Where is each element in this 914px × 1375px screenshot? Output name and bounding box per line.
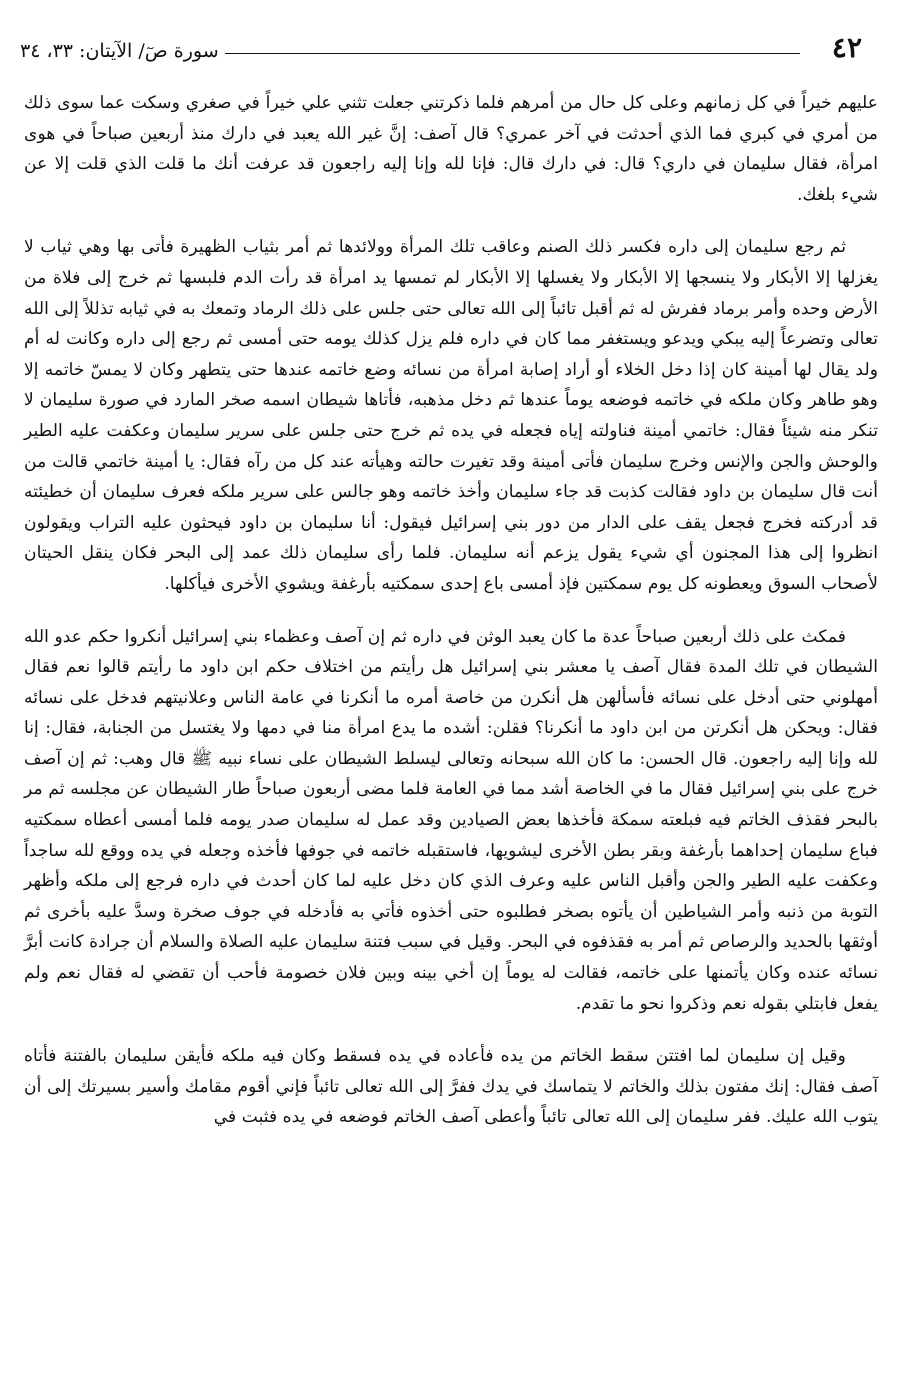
header-rule bbox=[225, 53, 800, 54]
paragraph: وقيل إن سليمان لما افتتن سقط الخاتم من يده فأعاده في يده فسقط وكان فيه ملكه فأيقن سليمان بالفتنة فأتاه آصف فقال: إنك مفتون بذلك والخاتم لا يتماسك في يدك ففرَّ إلى الله تعالى تائباً فإني أقوم مقامك وأسير بسيرتك إلى أن يتوب الله عليك. ففر سليمان إلى الله تعالى تائباً وأعطى آصف الخاتم فوضعه في يده فثبت في bbox=[24, 1046, 878, 1128]
page-number: ٤٢ bbox=[831, 31, 862, 64]
paragraph: فمكث على ذلك أربعين صباحاً عدة ما كان يعبد الوثن في داره ثم إن آصف وعظماء بني إسرائيل أنكروا حكم عدو الله الشيطان في تلك المدة فقال آصف يا معشر بني إسرائيل هل رأيتم من اختلاف حكم ابن داود ما رأيتم قالوا نعم فقال أمهلوني حتى أدخل على نسائه فأسألهن هل أنكرن من خاصة أمره ما أنكرنا في عامة الناس وعلانيتهم فدخل على نسائه فقال: ويحكن هل أنكرتن من ابن داود ما أنكرنا؟ فقلن: أشده ما يدع امرأة منا في دمها ولا يغتسل من الجنابة، فقال: إنا لله وإنا إليه راجعون. قال الحسن: ما كان الله سبحانه وتعالى ليسلط الشيطان على نساء نبيه ﷺ قال وهب: ثم إن آصف خرج على بني إسرائيل فقال ما في الخاصة أشد مما في العامة فلما مضى أربعون صباحاً طار الشيطان عن مجلسه ثم مر بالبحر فقذف الخاتم فيه فبلعته سمكة فأخذها بعض الصيادين وقد عمل له سليمان صدر يومه فلما أمسى أعطاه سمكتيه فباع سليمان إحداهما بأرغفة وبقر بطن الأخرى ليشويها، فاستقبله خاتمه في جوفها فأخذه وجعله في يده ووقع لله ساجداً وعكفت عليه الطير والجن وأقبل الناس عليه وعرف الذي كان دخل عليه لما كان أحدث في داره فرجع إلى ملكه وأظهر التوبة من ذنبه وأمر الشياطين أن يأتوه بصخر فطلبوه حتى أخذوه فأتي به فأدخله في جوف صخرة وسدَّ عليه بأخرى ثم أوثقها بالحديد والرصاص ثم أمر به فقذفوه في البحر. وقيل في سبب فتنة سليمان عليه الصلاة والسلام أن جرادة كانت أبرَّ نسائه عنده وكان يأتمنها على خاتمه، فقالت له يوماً إن أخي بينه وبين فلان خصومة فأحب أن تقضي له فقال نعم ولم يفعل فابتلي بقوله نعم وذكروا نحو ما تقدم. bbox=[24, 626, 878, 1014]
running-title: سورة صٓ/ الآيتان: ٣٣، ٣٤ bbox=[20, 40, 219, 62]
paragraph: ثم رجع سليمان إلى داره فكسر ذلك الصنم وعاقب تلك المرأة وولائدها ثم أمر بثياب الظهيرة فأتى بها وهي ثياب لا يغزلها إلا الأبكار ولا ينسجها إلا الأبكار ولا يغسلها إلا الأبكار لم تمسها يد امرأة قد رأت الدم فلبسها ثم خرج إلى فلاة من الأرض وحده وأمر برماد ففرش له ثم أقبل تائباً إلى الله تعالى حتى جلس على ذلك الرماد وتمعك به في ثيابه تذللاً إلى الله تعالى وتضرعاً إليه يبكي ويدعو ويستغفر مما كان في داره فلم يزل كذلك يومه حتى أمسى ثم رجع إلى داره وكانت له أم ولد يقال لها أمينة كان إذا دخل الخلاء أو أراد إصابة امرأة من نسائه وضع خاتمه عندها حتى يتطهر وكان لا يمسّ خاتمه إلا وهو طاهر وكان ملكه في خاتمه فوضعه يوماً عندها ثم دخل مذهبه، فأتاها شيطان اسمه صخر المارد في صورة سليمان لا تنكر منه شيئاً فقال: خاتمي أمينة فناولته إياه فجعله في يده ثم خرج حتى جلس على سرير سليمان وعكفت عليه الطير والوحش والجن والإنس وخرج سليمان فأتى أمينة وقد تغيرت حالته وهيأته عند كل من رآه فقال: يا أمينة خاتمي قالت من أنت قال سليمان بن داود فقالت كذبت قد جاء سليمان وأخذ خاتمه وهو جالس على سرير ملكه فعرف سليمان أن خطيئته قد أدركته فخرج فجعل يقف على الدار من دور بني إسرائيل فيقول: أنا سليمان بن داود فيحثون عليه التراب ويقولون انظروا إلى هذا المجنون أي شيء يقول يزعم أنه سليمان. فلما رأى سليمان ذلك عمد إلى البحر فكان ينقل الحيتان لأصحاب السوق ويعطونه كل يوم سمكتين فإذ أمسى باع إحدى سمكتيه بأرغفة ويشوي الأخرى فيأكلها. bbox=[24, 237, 878, 594]
body-text bbox=[24, 88, 878, 1133]
paragraph: عليهم خيراً في كل زمانهم وعلى كل حال من أمرهم فلما ذكرتني جعلت تثني علي خيراً في صغري وسكت عما سوى ذلك من أمري في كبري فما الذي أحدثت في آخر عمري؟ قال آصف: إنَّ غير الله يعبد في دارك منذ أربعين صباحاً في هوى امرأة، فقال سليمان في داري؟ قال: في دارك قال: فإنا لله وإنا إليه راجعون قد عرفت أنك ما قلت الذي قلت إلا عن شيء بلغك. bbox=[24, 93, 878, 205]
page-header bbox=[20, 30, 862, 70]
